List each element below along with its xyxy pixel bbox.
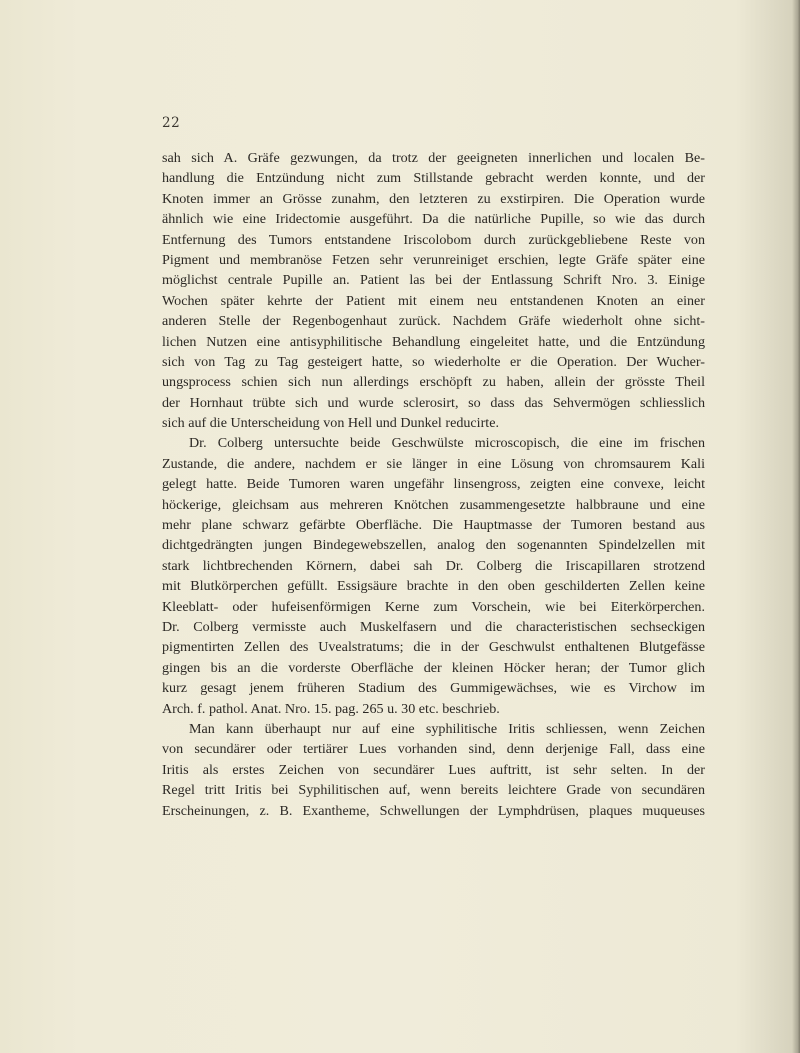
text-line: ähnlich wie eine Iridectomie ausgeführt. Da die natürliche Pupille, so wie das durch bbox=[162, 211, 705, 228]
text-line: Dr. Colberg vermisste auch Muskelfasern und die characteristischen sechseckigen bbox=[162, 618, 705, 635]
text-line: lichen Nutzen eine antisyphilitische Behandlung eingeleitet hatte, und die Entzündung bbox=[162, 333, 705, 350]
text-line: möglichst centrale Pupille an. Patient las bei der Entlassung Schrift Nro. 3. Einige bbox=[162, 272, 705, 289]
text-line: von secundärer oder tertiärer Lues vorhanden sind, denn derjenige Fall, dass eine bbox=[162, 741, 705, 758]
text-line: sah sich A. Gräfe gezwungen, da trotz der geeigneten innerlichen und localen Be- bbox=[162, 150, 705, 166]
text-line: Dr. Colberg untersuchte beide Geschwülste microscopisch, die eine im frischen bbox=[189, 435, 705, 452]
text-line: Man kann überhaupt nur auf eine syphilitische Iritis schliessen, wenn Zeichen bbox=[189, 720, 705, 737]
text-line: Arch. f. pathol. Anat. Nro. 15. pag. 265 u. 30 etc. beschrieb. bbox=[162, 700, 500, 717]
text-line: Regel tritt Iritis bei Syphilitischen auf, wenn bereits leichtere Grade von secundären bbox=[162, 782, 705, 799]
text-line: anderen Stelle der Regenbogenhaut zurück. Nachdem Gräfe wiederholt ohne sicht- bbox=[162, 313, 705, 330]
text-line: Pigment und membranöse Fetzen sehr verunreiniget erschien, legte Gräfe später eine bbox=[162, 251, 705, 268]
text-line: Kleeblatt- oder hufeisenförmigen Kerne zum Vorschein, wie bei Eiterkörperchen. bbox=[162, 598, 705, 615]
text-line: kurz gesagt jenem früheren Stadium des Gummigewächses, wie es Virchow im bbox=[162, 680, 705, 697]
text-line: der Hornhaut trübte sich und wurde sclerosirt, so dass das Sehvermögen schliesslich bbox=[162, 394, 705, 411]
page-number: 22 bbox=[162, 115, 181, 131]
text-line: handlung die Entzündung nicht zum Stillstande gebracht werden konnte, und der bbox=[162, 170, 705, 187]
text-line: gelegt hatte. Beide Tumoren waren ungefähr linsengross, zeigten eine convexe, leicht bbox=[162, 476, 705, 493]
text-line: mehr plane schwarz gefärbte Oberfläche. Die Hauptmasse der Tumoren bestand aus bbox=[162, 517, 705, 534]
text-line: Entfernung des Tumors entstandene Iriscolobom durch zurückgebliebene Reste von bbox=[162, 231, 705, 248]
text-line: sich auf die Unterscheidung von Hell und Dunkel reducirte. bbox=[162, 415, 499, 432]
text-line: stark lichtbrechenden Körnern, dabei sah Dr. Colberg die Iriscapillaren strotzend bbox=[162, 557, 705, 574]
body-text bbox=[162, 148, 705, 821]
text-line: pigmentirten Zellen des Uvealstratums; die in der Geschwulst enthaltenen Blutgefässe bbox=[162, 639, 705, 656]
text-line: ungsprocess schien sich nun allerdings erschöpft zu haben, allein der grösste Theil bbox=[162, 374, 705, 391]
text-line: Knoten immer an Grösse zunahm, den letzteren zu exstirpiren. Die Operation wurde bbox=[162, 190, 705, 207]
page-edge-shadow bbox=[792, 0, 800, 1053]
text-line: Erscheinungen, z. B. Exantheme, Schwellungen der Lymphdrüsen, plaques muqueuses bbox=[162, 802, 705, 819]
text-line: dichtgedrängten jungen Bindegewebszellen, analog den sogenannten Spindelzellen mit bbox=[162, 537, 705, 554]
text-line: Zustande, die andere, nachdem er sie länger in eine Lösung von chromsaurem Kali bbox=[162, 455, 705, 472]
text-line: mit Blutkörperchen gefüllt. Essigsäure brachte in den oben geschilderten Zellen keine bbox=[162, 578, 705, 595]
text-line: sich von Tag zu Tag gesteigert hatte, so wiederholte er die Operation. Der Wucher- bbox=[162, 353, 705, 370]
text-line: höckerige, gleichsam aus mehreren Knötchen zusammengesetzte halbbraune und eine bbox=[162, 496, 705, 513]
text-line: Wochen später kehrte der Patient mit einem neu entstandenen Knoten an einer bbox=[162, 292, 705, 309]
text-line: gingen bis an die vorderste Oberfläche der kleinen Höcker heran; der Tumor glich bbox=[162, 659, 705, 676]
text-line: Iritis als erstes Zeichen von secundärer Lues auftritt, ist sehr selten. In der bbox=[162, 761, 705, 778]
